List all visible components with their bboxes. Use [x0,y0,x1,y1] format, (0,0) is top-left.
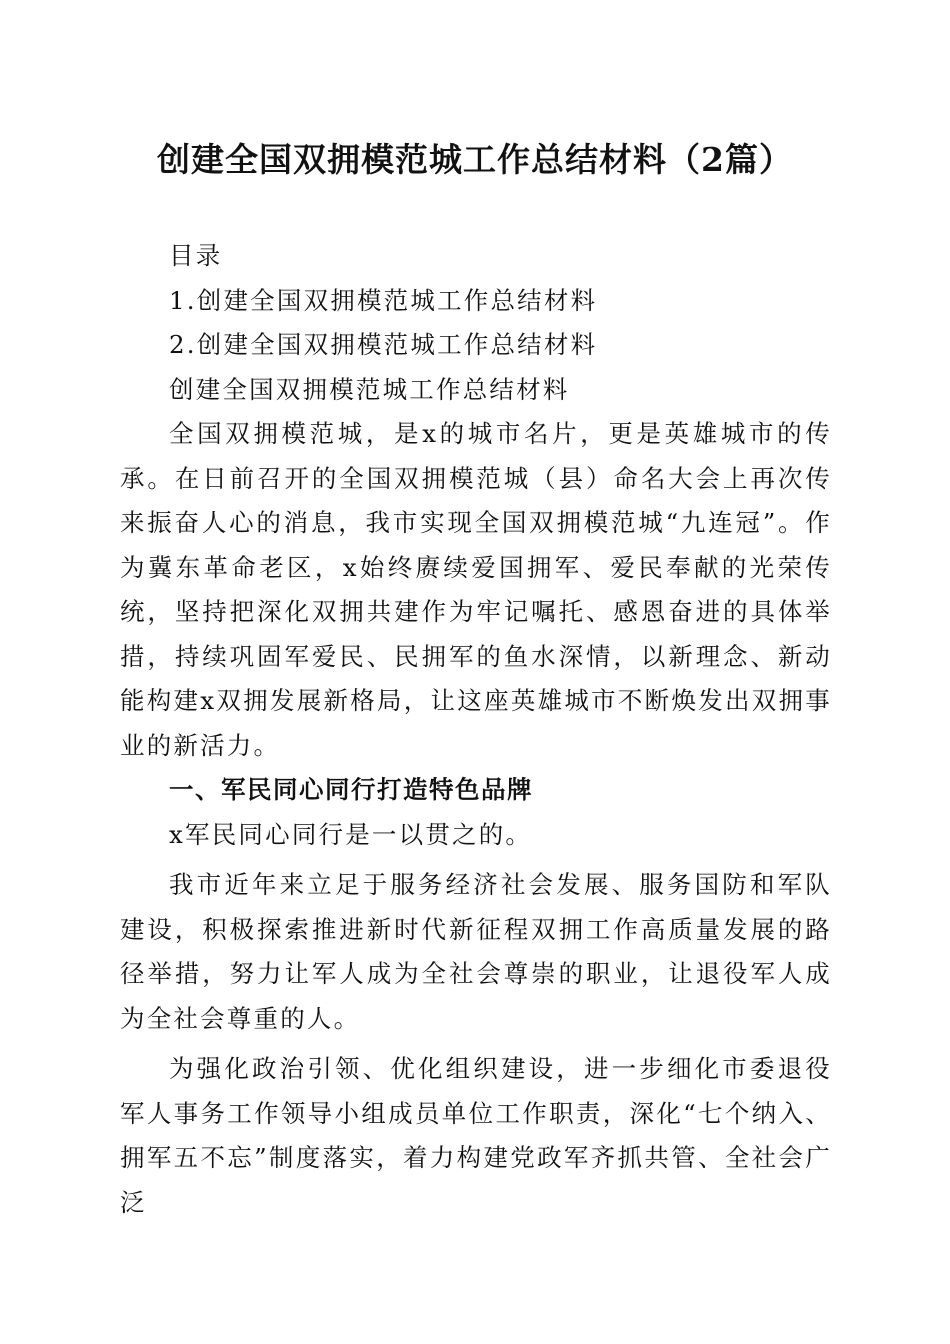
paragraph-section1-lead: x军民同心同行是一以贯之的。 [169,819,533,849]
paragraph-intro: 全国双拥模范城，是x的城市名片，更是英雄城市的传承。在日前召开的全国双拥模范城（县）命名大会上再次传来振奋人心的消息，我市实现全国双拥模范城“九连冠”。作为冀东革命老区，x始终赓续爱国拥军、爱民奉献的光荣传统，坚持把深化双拥共建作为牢记嘱托、感恩奋进的具体举措，持续巩固军爱民、民拥军的鱼水深情，以新理念、新动能构建x双拥发展新格局，让这座英雄城市不断焕发出双拥事业的新活力。 [120,419,832,760]
document-body [120,234,832,1225]
document-title: 创建全国双拥模范城工作总结材料（2篇） [157,140,793,179]
article-title: 创建全国双拥模范城工作总结材料 [169,374,570,404]
section-heading-1: 一、军民同心同行打造特色品牌 [169,775,533,804]
paragraph-section1-continued: 为强化政治引领、优化组织建设，进一步细化市委退役军人事务工作领导小组成员单位工作职责，深化“七个纳入、拥军五不忘”制度落实，着力构建党政军齐抓共管、全社会广泛 [120,1054,832,1217]
toc-item-1: 1.创建全国双拥模范城工作总结材料 [169,285,598,315]
toc-item-2: 2.创建全国双拥模范城工作总结材料 [169,330,598,359]
paragraph-section1-body: 我市近年来立足于服务经济社会发展、服务国防和军队建设，积极探索推进新时代新征程双拥工作高质量发展的路径举措，努力让军人成为全社会尊崇的职业，让退役军人成为全社会尊重的人。 [120,870,832,1033]
toc-label: 目录 [169,241,223,270]
